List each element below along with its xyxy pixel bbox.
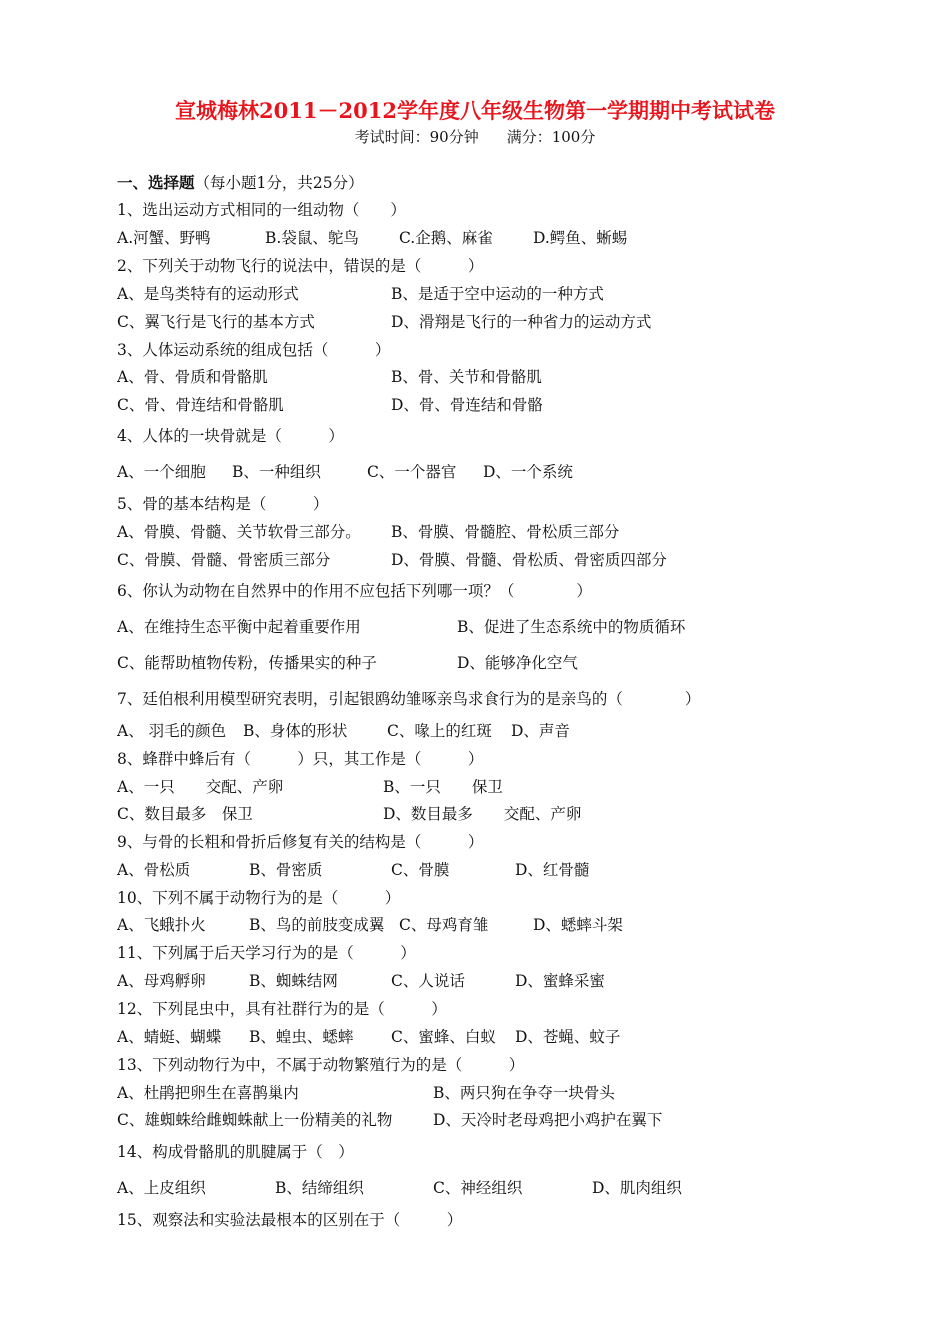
option-b: B、骨、关节和骨骼肌: [391, 368, 542, 386]
option-b: B、身体的形状: [243, 722, 348, 740]
option-d: D、蟋蟀斗架: [533, 916, 623, 934]
option-a: A、飞蛾扑火: [117, 916, 206, 934]
question-stem: 10、下列不属于动物行为的是（ ）: [117, 889, 401, 907]
option-a: A、在维持生态平衡中起着重要作用: [117, 618, 361, 636]
question-stem: 1、选出运动方式相同的一组动物（ ）: [117, 201, 406, 219]
option-b: B、鸟的前肢变成翼: [249, 916, 385, 934]
section-title: 一、选择题: [117, 173, 195, 192]
option-b: B.袋鼠、鸵鸟: [265, 229, 359, 247]
option-b: B、蜘蛛结网: [249, 972, 338, 990]
option-b: B、蝗虫、蟋蟀: [249, 1028, 354, 1046]
question-stem: 11、下列属于后天学习行为的是（ ）: [117, 944, 416, 962]
exam-time: 考试时间：90分钟: [354, 128, 479, 146]
option-c: C、人说话: [391, 972, 465, 990]
option-b: B、一只 保卫: [383, 778, 503, 796]
option-a: A、 羽毛的颜色: [117, 722, 227, 740]
question-stem: 8、蜂群中蜂后有（ ）只，其工作是（ ）: [117, 750, 484, 768]
option-c: C、数目最多 保卫: [117, 805, 253, 823]
option-d: D.鳄鱼、蜥蜴: [533, 229, 628, 247]
option-c: C、蜜蜂、白蚁: [391, 1028, 496, 1046]
option-b: B、骨膜、骨髓腔、骨松质三部分: [391, 523, 620, 541]
option-c: C、喙上的红斑: [387, 722, 492, 740]
question-stem: 2、下列关于动物飞行的说法中，错误的是（ ）: [117, 257, 484, 275]
question-stem: 9、与骨的长粗和骨折后修复有关的结构是（ ）: [117, 833, 484, 851]
question-stem: 6、你认为动物在自然界中的作用不应包括下列哪一项？（ ）: [117, 582, 592, 600]
option-c: C、母鸡育雏: [399, 916, 489, 934]
option-d: D、滑翔是飞行的一种省力的运动方式: [391, 313, 652, 331]
exam-info: [0, 127, 950, 147]
option-a: A、骨、骨质和骨骼肌: [117, 368, 268, 386]
option-d: D、肌肉组织: [592, 1179, 682, 1197]
option-d: D、红骨髓: [515, 861, 590, 879]
option-c: C、翼飞行是飞行的基本方式: [117, 313, 315, 331]
option-b: B、结缔组织: [275, 1179, 364, 1197]
option-a: A、蜻蜓、蝴蝶: [117, 1028, 222, 1046]
option-b: B、一种组织: [232, 463, 321, 481]
question-stem: 12、下列昆虫中，具有社群行为的是（ ）: [117, 1000, 447, 1018]
option-c: C、骨、骨连结和骨骼肌: [117, 396, 284, 414]
option-a: A.河蟹、野鸭: [117, 229, 211, 247]
option-b: B、是适于空中运动的一种方式: [391, 285, 604, 303]
option-a: A、一只 交配、产卵: [117, 778, 284, 796]
question-stem: 3、人体运动系统的组成包括（ ）: [117, 341, 391, 359]
option-d: D、能够净化空气: [457, 654, 578, 672]
question-stem: 13、下列动物行为中，不属于动物繁殖行为的是（ ）: [117, 1056, 525, 1074]
option-b: B、促进了生态系统中的物质循环: [457, 618, 686, 636]
option-a: A、骨松质: [117, 861, 191, 879]
option-a: A、母鸡孵卵: [117, 972, 206, 990]
option-d: D、一个系统: [483, 463, 573, 481]
option-d: D、声音: [511, 722, 570, 740]
option-a: A、是鸟类特有的运动形式: [117, 285, 299, 303]
option-d: D、骨膜、骨髓、骨松质、骨密质四部分: [391, 551, 667, 569]
option-b: B、骨密质: [249, 861, 323, 879]
option-d: D、蜜蜂采蜜: [515, 972, 605, 990]
option-d: D、天冷时老母鸡把小鸡护在翼下: [433, 1111, 663, 1129]
option-d: D、苍蝇、蚊子: [515, 1028, 621, 1046]
full-score: 满分：100分: [506, 128, 596, 146]
section-note: （每小题1分，共25分）: [194, 174, 364, 192]
section-heading: [117, 172, 364, 194]
question-stem: 5、骨的基本结构是（ ）: [117, 495, 329, 513]
option-a: A、一个细胞: [117, 463, 206, 481]
option-c: C、神经组织: [433, 1179, 523, 1197]
option-c: C、骨膜、骨髓、骨密质三部分: [117, 551, 331, 569]
option-c: C、骨膜: [391, 861, 450, 879]
option-d: D、骨、骨连结和骨骼: [391, 396, 543, 414]
option-a: A、骨膜、骨髓、关节软骨三部分。: [117, 523, 361, 541]
question-stem: 4、人体的一块骨就是（ ）: [117, 427, 344, 445]
question-stem: 14、构成骨骼肌的肌腱属于（ ）: [117, 1143, 354, 1161]
question-stem: 7、廷伯根利用模型研究表明，引起银鸥幼雏啄亲鸟求食行为的是亲鸟的（ ）: [117, 690, 701, 708]
option-d: D、数目最多 交配、产卵: [383, 805, 582, 823]
option-c: C、能帮助植物传粉，传播果实的种子: [117, 654, 377, 672]
question-stem: 15、观察法和实验法最根本的区别在于（ ）: [117, 1211, 463, 1229]
option-a: A、杜鹃把卵生在喜鹊巢内: [117, 1084, 299, 1102]
option-c: C、一个器官: [367, 463, 457, 481]
option-c: C、雄蜘蛛给雌蜘蛛献上一份精美的礼物: [117, 1111, 393, 1129]
option-a: A、上皮组织: [117, 1179, 206, 1197]
option-c: C.企鹅、麻雀: [399, 229, 493, 247]
option-b: B、两只狗在争夺一块骨头: [433, 1084, 615, 1102]
page-title: 宣城梅林2011－2012学年度八年级生物第一学期期中考试试卷: [175, 98, 775, 123]
